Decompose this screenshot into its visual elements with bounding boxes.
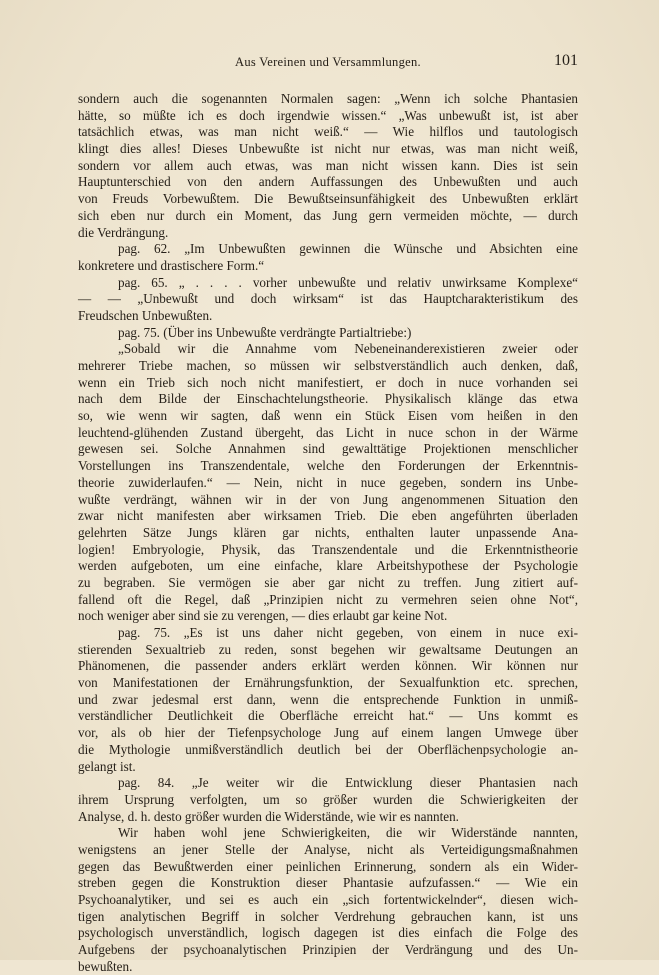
- text-line: verständlicher Deutlichkeit die Oberfläche erreicht hat.“ — Uns kommt es: [78, 708, 578, 724]
- text-line: vor, als ob hier der Tiefenpsychologe Jung auf einem langen Umwege über: [78, 725, 578, 741]
- text-line: klingt dies alles! Dieses Unbewußte ist nicht nur etwas, was man nicht weiß,: [78, 141, 578, 157]
- text-line: theorie zuwiderlaufen.“ — Nein, nicht in nuce gegeben, sondern ins Unbe-: [78, 474, 578, 490]
- page-header: [78, 46, 578, 76]
- text-line: Vorstellungen ins Transzendentale, welche den Forderungen der Erkenntnis-: [78, 458, 578, 474]
- text-line: sich eben nur durch ein Moment, das Jung gern vermeiden möchte, — durch: [78, 207, 578, 223]
- text-line: werden aufgeboten, um eine einfache, klare Arbeitshypothese der Psychologie: [78, 558, 578, 574]
- text-line: von Freuds Vorbewußtem. Die Bewußtseinsunfähigkeit des Unbewußten erklärt: [78, 191, 578, 207]
- text-line: logien! Embryologie, Physik, das Transzendentale und die Erkenntnistheorie: [78, 541, 578, 557]
- text-line: tatsächlich etwas, was man nicht weiß.“ — Wie hilflos und tautologisch: [78, 124, 578, 140]
- text-line: sondern auch die sogenannten Normalen sagen: „Wenn ich solche Phantasien: [78, 91, 578, 106]
- text-line: pag. 75. „Es ist uns daher nicht gegeben, von einem in nuce exi-: [118, 625, 578, 640]
- text-line: pag. 84. „Je weiter wir die Entwicklung dieser Phantasien nach: [118, 775, 578, 791]
- text-line: die Mythologie unmißverständlich deutlich bei der Oberflächenpsychologie an-: [78, 741, 578, 757]
- text-line: so, wie wenn wir sagten, daß wenn ein Stück Eisen vom heißen in den: [78, 408, 578, 424]
- text-line: gegen das Bewußtwerden einer peinlichen Erinnerung, sondern als ein Wider-: [78, 858, 578, 874]
- text-line: ihrem Ursprung verfolgten, um so größer wurden die Schwierigkeiten der: [78, 791, 578, 807]
- text-line: wußte verdrängt, wähnen wir in der von Jung angenommenen Situation den: [78, 491, 578, 507]
- text-line: wenn ein Trieb sich noch nicht manifestiert, er doch in nuce vorhanden sei: [78, 374, 578, 390]
- text-line: die Verdrängung.: [78, 224, 169, 240]
- text-line: sondern vor allem auch etwas, was man nicht wissen kann. Dies ist sein: [78, 157, 578, 173]
- text-line: gewesen sei. Solche Annahmen sind gewalttätige Projektionen menschlicher: [78, 441, 578, 457]
- text-line: mehrerer Triebe machen, so müssen wir selbstverständlich auch denken, daß,: [78, 358, 578, 373]
- text-line: „Sobald wir die Annahme vom Nebeneinanderexistieren zweier oder: [118, 341, 578, 357]
- text-line: wenigstens an jener Stelle der Analyse, nicht als Verteidigungsmaßnahmen: [78, 841, 578, 857]
- text-line: nach dem Bilde der Einschachtelungstheorie. Physikalisch klänge das etwa: [78, 391, 578, 407]
- text-line: streben gegen die Konstruktion dieser Phantasie aufzufassen.“ — Wie ein: [78, 875, 578, 891]
- text-line: Freudschen Unbewußten.: [78, 307, 213, 323]
- text-line: psychologisch unverständlich, logisch dagegen ist dies einfach die Folge des: [78, 925, 578, 941]
- text-line: tigen analytischen Begriff in solcher Verdrehung gebrauchen kann, ist uns: [78, 908, 578, 924]
- text-line: Psychoanalytiker, und sei es auch ein „sich fortentwickelnder“, diesen wich-: [78, 892, 578, 907]
- text-line: pag. 62. „Im Unbewußten gewinnen die Wünsche und Absichten eine: [118, 241, 578, 257]
- text-line: gelangt ist.: [78, 758, 136, 774]
- text-line: konkretere und drastischere Form.“: [78, 257, 265, 273]
- text-line: Wir haben wohl jene Schwierigkeiten, die wir Widerstände nannten,: [118, 825, 578, 841]
- text-line: und zwar jedesmal erst dann, wenn die entsprechende Funktion in unmiß-: [78, 691, 578, 707]
- text-line: pag. 65. „ . . . . vorher unbewußte und relativ unwirksame Komplexe“: [118, 274, 578, 290]
- text-line: — — „Unbewußt und doch wirksam“ ist das Hauptcharakteristikum des: [78, 291, 578, 307]
- text-line: hätte, so müßte ich es doch irgendwie wissen.“ „Was unbewußt ist, ist aber: [78, 107, 578, 123]
- running-title: Aus Vereinen und Versammlungen.: [235, 55, 421, 69]
- text-line: Hauptunterschied von den andern Auffassungen des Unbewußten und auch: [78, 174, 578, 190]
- text-line: fallend oft die Regel, daß „Prinzipien nicht zu vermehren seien ohne Not“,: [78, 591, 578, 607]
- text-line: gelehrten Sätze Jungs klären gar nichts, enthalten lauter unpassende Ana-: [78, 524, 578, 540]
- text-line: leuchtend-glühenden Zustand übergeht, das Licht in nuce schon in der Wärme: [78, 424, 578, 440]
- text-line: pag. 75. (Über ins Unbewußte verdrängte Partialtriebe:): [118, 324, 412, 340]
- text-line: Analyse, d. h. desto größer wurden die Widerstände, wie wir es nannten.: [78, 808, 459, 824]
- text-line: zu begraben. Sie vermögen sie aber gar nicht zu treffen. Jung zitiert auf-: [78, 574, 578, 590]
- text-line: von Manifestationen der Ernährungsfunktion, der Sexualfunktion etc. sprechen,: [78, 675, 578, 691]
- page-number: 101: [554, 52, 578, 69]
- text-line: zwar nicht manifesten aber wirksamen Trieb. Die eben angeführten überladen: [78, 508, 578, 524]
- text-line: Aufgebens der psychoanalytischen Prinzipien der Verdrängung und des Un-: [78, 942, 578, 958]
- text-line: noch weniger aber sind sie zu verengen, — dies erlaubt gar keine Not.: [78, 608, 448, 624]
- body-text: [78, 91, 578, 975]
- text-line: bewußten.: [78, 958, 133, 974]
- text-line: Phänomenen, die passender anders erklärt werden können. Wir können nur: [78, 658, 578, 674]
- text-line: stierenden Sexualtrieb zu reden, sonst begehen wir gewaltsame Deutungen an: [78, 641, 578, 657]
